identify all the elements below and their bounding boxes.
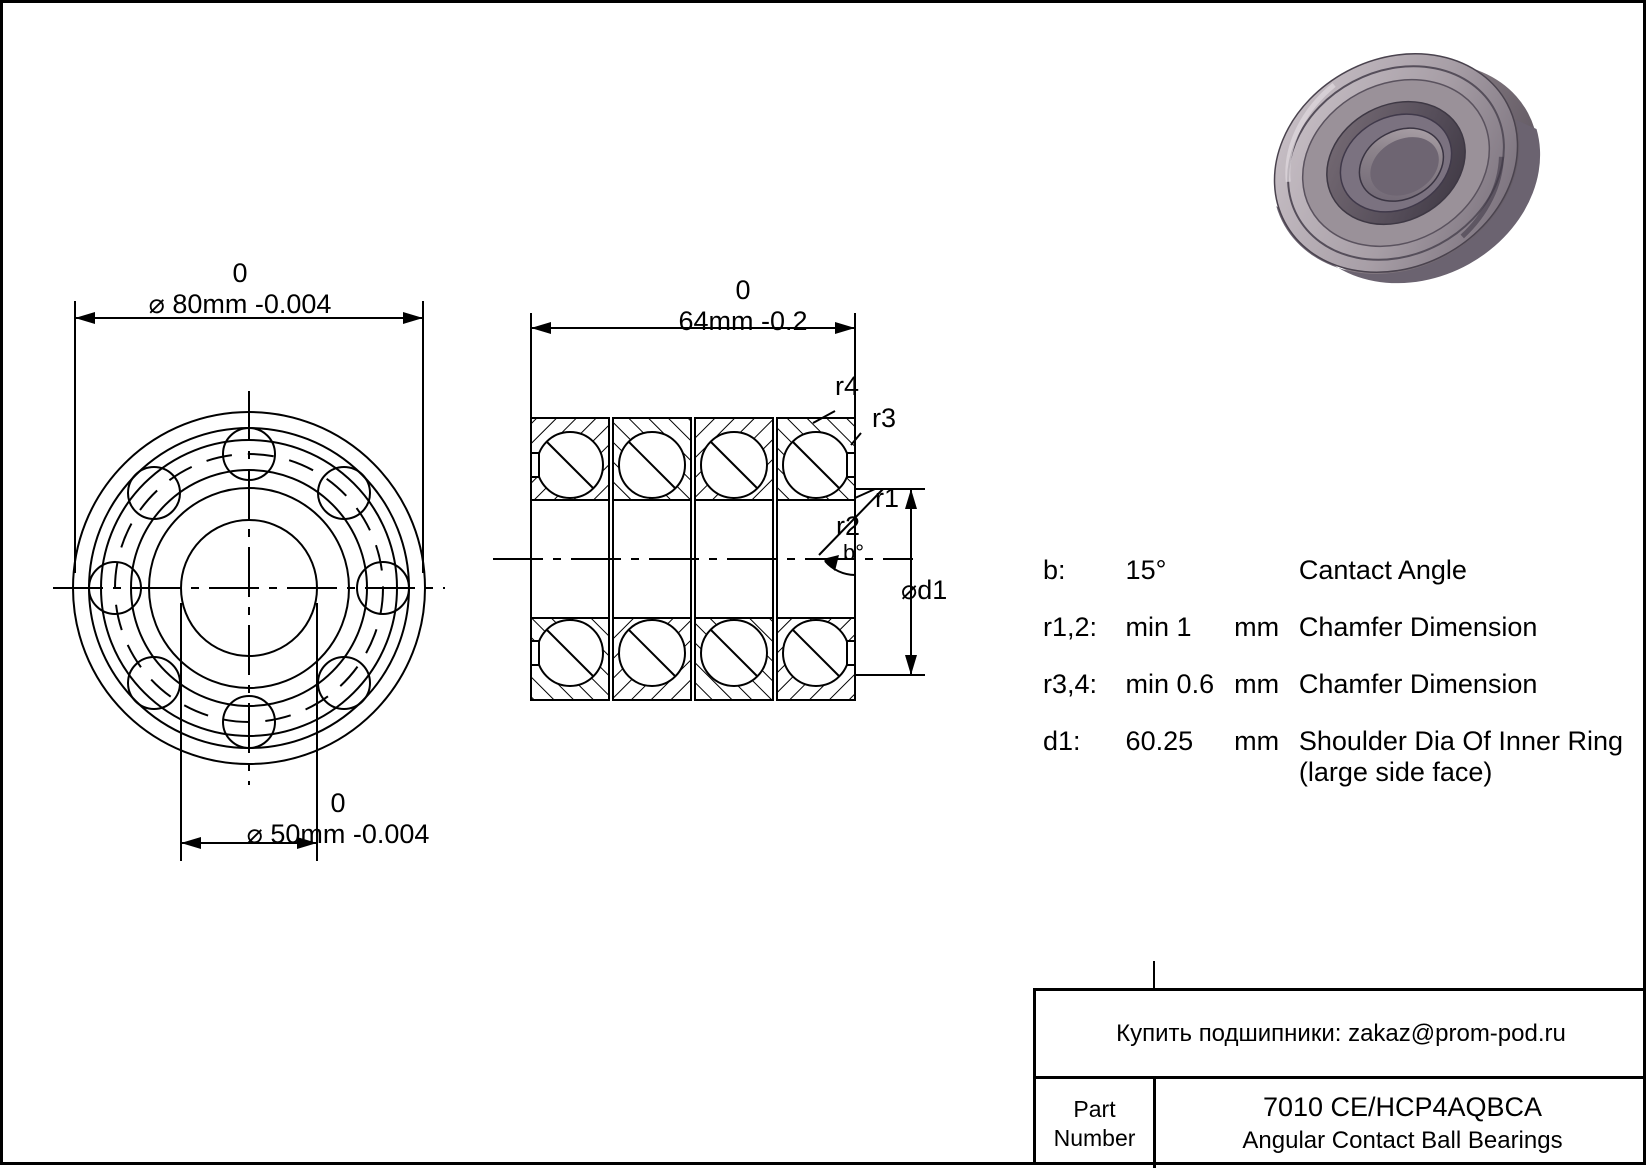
spec-row [1043, 726, 1623, 814]
part-number-text: 7010 CE/HCP4AQBCA [1262, 1092, 1543, 1123]
od-dimension-text [95, 258, 385, 320]
spec-row [1043, 555, 1623, 612]
width-tolerance-upper: 0 [735, 275, 751, 305]
part-number-label [1036, 1079, 1156, 1168]
od-symbol: ⌀ [148, 289, 165, 320]
spec-description: Cantact Angle [1298, 555, 1467, 585]
spec-unit: mm [1234, 726, 1280, 756]
title-block-tick [1153, 961, 1155, 989]
label-d1: ⌀d1 [901, 575, 948, 605]
spec-row [1043, 612, 1623, 669]
spec-unit: mm [1234, 669, 1280, 699]
part-label-line2: Number [1053, 1124, 1136, 1151]
part-number-value [1156, 1079, 1646, 1168]
bore-tolerance-lower: -0.004 [352, 819, 430, 850]
spec-description-wrap [1299, 726, 1623, 814]
spec-unit: mm [1234, 612, 1280, 642]
contact-email-line: Купить подшипники: zakaz@prom-pod.ru [1036, 991, 1646, 1079]
part-description-text: Angular Contact Ball Bearings [1242, 1127, 1563, 1155]
bore-tolerance-upper: 0 [330, 788, 346, 818]
spec-description-secondary: (large side face) [1298, 757, 1493, 787]
spec-symbol: d1: [1043, 726, 1081, 756]
width-dimension-text [603, 275, 883, 337]
section-view [483, 293, 983, 813]
label-contact-angle: b° [843, 540, 865, 565]
spec-value: min 1 [1125, 612, 1192, 642]
specification-table [1043, 555, 1623, 814]
od-tolerance-lower: -0.004 [254, 289, 332, 320]
spec-value: 15° [1125, 555, 1167, 585]
label-r3: r3 [872, 403, 897, 433]
spec-description: Chamfer Dimension [1298, 612, 1538, 642]
spec-unit [1234, 555, 1299, 612]
od-tolerance-upper: 0 [232, 258, 248, 288]
bore-value: 50mm [270, 819, 346, 850]
spec-value: 60.25 [1125, 726, 1194, 756]
label-r2: r2 [836, 511, 861, 541]
bearing-3d-render [1238, 23, 1558, 303]
width-value: 64mm [678, 306, 754, 337]
spec-description: Shoulder Dia Of Inner Ring [1298, 726, 1623, 756]
width-tolerance-lower: -0.2 [761, 306, 808, 337]
title-block [1033, 988, 1646, 1165]
spec-description: Chamfer Dimension [1298, 669, 1538, 699]
part-label-line1: Part [1073, 1095, 1116, 1122]
spec-value: min 0.6 [1125, 669, 1215, 699]
label-r4: r4 [835, 371, 860, 401]
spec-symbol: r3,4: [1043, 669, 1098, 699]
od-value: 80mm [172, 289, 248, 320]
spec-symbol: b: [1043, 555, 1066, 585]
bore-symbol: ⌀ [246, 819, 263, 850]
label-r1: r1 [875, 483, 900, 513]
bore-dimension-text [188, 788, 488, 850]
spec-symbol: r1,2: [1043, 612, 1098, 642]
spec-row [1043, 669, 1623, 726]
